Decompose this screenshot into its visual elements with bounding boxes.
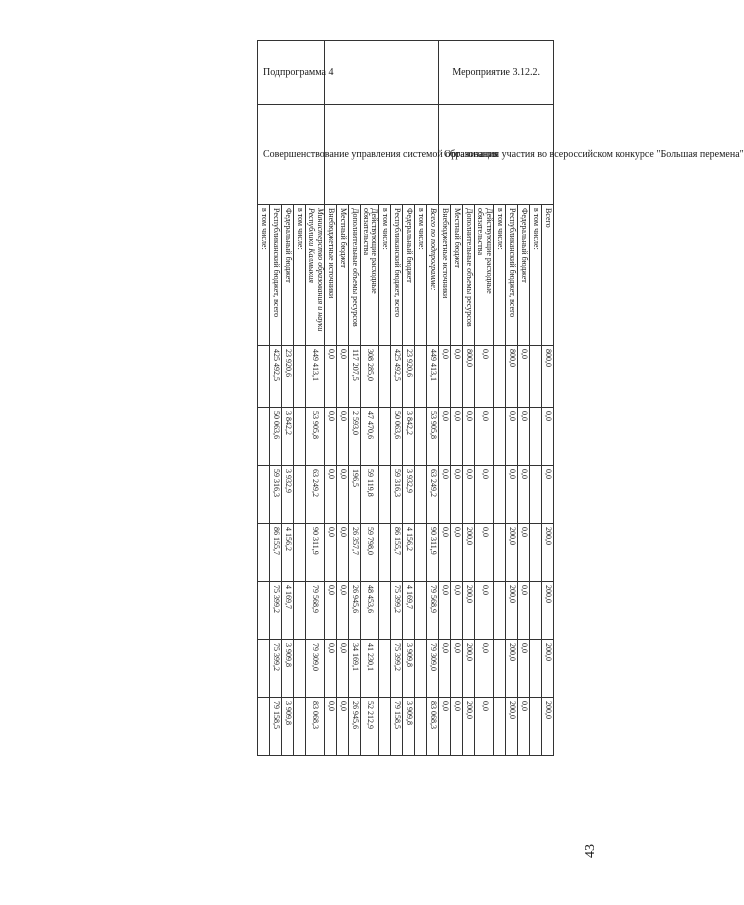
amount-cell: 0,0 [439,524,451,582]
amount-cell: 0,0 [506,408,518,466]
amount-cell [415,346,427,408]
amount-cell: 0,0 [451,408,463,466]
amount-cell [258,698,270,756]
amount-cell: 26 945,6 [348,698,360,756]
row-label: в том числе: [379,205,391,346]
amount-cell: 26 357,7 [348,524,360,582]
row-label: Федеральный бюджет [403,205,415,346]
amount-cell: 75 399,2 [391,640,403,698]
amount-cell: 0,0 [506,466,518,524]
amount-cell [415,582,427,640]
amount-cell: 800,0 [463,346,475,408]
amount-cell: 200,0 [506,698,518,756]
group-code-cell [324,41,439,105]
row-label: Всего [542,205,554,346]
amount-cell: 0,0 [324,408,336,466]
row-label: Федеральный бюджет [282,205,294,346]
amount-cell: 3 932,9 [403,466,415,524]
group-code: Подпрограмма 4 [263,66,334,78]
amount-cell [415,640,427,698]
amount-cell: 0,0 [324,466,336,524]
amount-cell: 200,0 [506,524,518,582]
amount-cell [379,524,391,582]
amount-cell: 0,0 [451,698,463,756]
amount-cell: 0,0 [324,524,336,582]
amount-cell: 200,0 [542,524,554,582]
amount-cell: 50 063,6 [270,408,282,466]
amount-cell: 4 156,2 [282,524,294,582]
amount-cell: 4 169,7 [403,582,415,640]
amount-cell: 0,0 [336,346,348,408]
amount-cell: 200,0 [506,582,518,640]
row-label: Министерство образования и науки Республики Калмыкия [306,205,325,346]
amount-cell: 0,0 [324,640,336,698]
amount-cell: 200,0 [463,640,475,698]
amount-cell [494,408,506,466]
amount-cell: 47 470,6 [360,408,379,466]
amount-cell [294,698,306,756]
amount-cell [294,346,306,408]
amount-cell: 83 068,3 [306,698,325,756]
amount-cell: 0,0 [451,640,463,698]
amount-cell: 0,0 [518,346,530,408]
amount-cell: 79 568,9 [427,582,439,640]
amount-cell [530,466,542,524]
amount-cell: 200,0 [542,640,554,698]
row-label: Внебюджетные источники [439,205,451,346]
amount-cell [530,346,542,408]
funding-table [257,40,744,756]
amount-cell: 86 155,7 [391,524,403,582]
amount-cell: 800,0 [506,346,518,408]
amount-cell: 52 212,9 [360,698,379,756]
amount-cell: 0,0 [324,698,336,756]
amount-cell [294,582,306,640]
group-name: Организация участия во всероссийском конкурсе "Большая перемена" [444,148,744,160]
row-label: Действующие расходные обязательства [475,205,494,346]
amount-cell [379,408,391,466]
table-row [427,41,439,756]
amount-cell: 0,0 [336,640,348,698]
amount-cell: 0,0 [475,346,494,408]
row-label: Республиканский бюджет, всего [270,205,282,346]
amount-cell: 3 932,9 [282,466,294,524]
amount-cell: 425 492,5 [270,346,282,408]
amount-cell: 0,0 [336,408,348,466]
amount-cell [415,524,427,582]
amount-cell [379,466,391,524]
amount-cell: 0,0 [475,408,494,466]
amount-cell: 0,0 [336,524,348,582]
amount-cell [258,582,270,640]
amount-cell: 59 316,3 [391,466,403,524]
amount-cell: 59 798,0 [360,524,379,582]
amount-cell: 425 492,5 [391,346,403,408]
amount-cell: 0,0 [542,466,554,524]
amount-cell: 0,0 [475,640,494,698]
amount-cell: 200,0 [463,582,475,640]
amount-cell: 79 158,5 [391,698,403,756]
row-label: в том числе: [258,205,270,346]
row-label: Действующие расходные обязательства [360,205,379,346]
row-label: в том числе: [494,205,506,346]
amount-cell: 800,0 [542,346,554,408]
amount-cell: 53 905,8 [427,408,439,466]
amount-cell: 0,0 [336,698,348,756]
row-label: Республиканский бюджет, всего [506,205,518,346]
amount-cell: 308 285,0 [360,346,379,408]
amount-cell [379,640,391,698]
amount-cell [258,408,270,466]
amount-cell: 0,0 [475,698,494,756]
amount-cell: 0,0 [451,346,463,408]
amount-cell [494,582,506,640]
amount-cell [294,466,306,524]
amount-cell [258,466,270,524]
row-label: в том числе: [294,205,306,346]
amount-cell [494,698,506,756]
amount-cell: 50 063,6 [391,408,403,466]
page-number: 43 [583,844,598,858]
amount-cell [494,524,506,582]
row-label: Внебюджетные источники [324,205,336,346]
amount-cell: 0,0 [439,698,451,756]
table-row [542,41,554,756]
amount-cell: 23 920,6 [403,346,415,408]
amount-cell: 0,0 [475,524,494,582]
group-name: Совершенствование управления системой образования [263,148,498,160]
amount-cell: 0,0 [451,466,463,524]
amount-cell: 0,0 [439,582,451,640]
amount-cell: 196,5 [348,466,360,524]
amount-cell: 200,0 [542,698,554,756]
amount-cell: 3 909,8 [282,698,294,756]
row-label: Федеральный бюджет [518,205,530,346]
amount-cell: 2 593,0 [348,408,360,466]
amount-cell: 90 311,9 [306,524,325,582]
amount-cell: 0,0 [439,466,451,524]
amount-cell: 0,0 [336,466,348,524]
amount-cell [530,698,542,756]
amount-cell [530,640,542,698]
table-row [306,41,325,756]
amount-cell [415,408,427,466]
amount-cell: 0,0 [439,346,451,408]
amount-cell: 41 230,1 [360,640,379,698]
amount-cell [530,582,542,640]
amount-cell: 75 399,2 [270,582,282,640]
amount-cell: 3 842,2 [403,408,415,466]
amount-cell: 0,0 [439,640,451,698]
amount-cell: 117 207,5 [348,346,360,408]
amount-cell: 0,0 [463,408,475,466]
amount-cell: 0,0 [518,698,530,756]
group-code: Мероприятие 3.12.2. [452,66,541,78]
amount-cell: 0,0 [451,582,463,640]
row-label: Всего по подпрограмме: [427,205,439,346]
amount-cell [494,466,506,524]
amount-cell: 79 309,0 [427,640,439,698]
amount-cell [415,466,427,524]
amount-cell [379,346,391,408]
amount-cell: 449 413,1 [427,346,439,408]
amount-cell: 63 249,2 [427,466,439,524]
amount-cell: 86 155,7 [270,524,282,582]
amount-cell [294,640,306,698]
amount-cell: 26 945,6 [348,582,360,640]
amount-cell: 34 169,1 [348,640,360,698]
row-label: Местный бюджет [451,205,463,346]
amount-cell: 0,0 [518,408,530,466]
group-name-cell [258,105,498,205]
amount-cell [415,698,427,756]
amount-cell: 0,0 [518,640,530,698]
row-label: Местный бюджет [336,205,348,346]
amount-cell [494,640,506,698]
amount-cell: 0,0 [324,346,336,408]
row-label: в том числе: [530,205,542,346]
row-label: Дополнительные объемы ресурсов [463,205,475,346]
amount-cell: 59 119,8 [360,466,379,524]
amount-cell: 449 413,1 [306,346,325,408]
amount-cell [258,346,270,408]
amount-cell: 59 316,3 [270,466,282,524]
amount-cell [258,524,270,582]
amount-cell: 0,0 [439,408,451,466]
amount-cell: 4 169,7 [282,582,294,640]
amount-cell: 3 909,8 [403,698,415,756]
amount-cell: 3 842,2 [282,408,294,466]
amount-cell: 79 309,0 [306,640,325,698]
amount-cell: 53 905,8 [306,408,325,466]
amount-cell: 0,0 [336,582,348,640]
group-code-cell [258,41,334,105]
amount-cell [494,346,506,408]
amount-cell [258,640,270,698]
amount-cell: 23 920,6 [282,346,294,408]
amount-cell: 0,0 [451,524,463,582]
amount-cell: 0,0 [518,466,530,524]
amount-cell [294,408,306,466]
amount-cell: 75 399,2 [270,640,282,698]
amount-cell: 3 909,8 [282,640,294,698]
amount-cell: 200,0 [506,640,518,698]
amount-cell: 0,0 [475,582,494,640]
amount-cell: 3 909,8 [403,640,415,698]
amount-cell [530,524,542,582]
amount-cell: 4 156,2 [403,524,415,582]
amount-cell: 79 568,9 [306,582,325,640]
amount-cell: 75 399,2 [391,582,403,640]
amount-cell: 79 158,5 [270,698,282,756]
amount-cell: 200,0 [463,524,475,582]
amount-cell: 0,0 [518,524,530,582]
row-label: в том числе: [415,205,427,346]
amount-cell [379,582,391,640]
amount-cell: 90 311,9 [427,524,439,582]
amount-cell: 200,0 [463,698,475,756]
amount-cell [379,698,391,756]
amount-cell: 0,0 [324,582,336,640]
group-code-cell [439,41,554,105]
amount-cell: 83 068,3 [427,698,439,756]
amount-cell: 0,0 [463,466,475,524]
row-label: Республиканский бюджет, всего [391,205,403,346]
amount-cell [294,524,306,582]
amount-cell: 63 249,2 [306,466,325,524]
amount-cell [530,408,542,466]
amount-cell: 200,0 [542,582,554,640]
amount-cell: 0,0 [518,582,530,640]
amount-cell: 0,0 [542,408,554,466]
amount-cell: 48 453,6 [360,582,379,640]
row-label: Дополнительные объемы ресурсов [348,205,360,346]
amount-cell: 0,0 [475,466,494,524]
